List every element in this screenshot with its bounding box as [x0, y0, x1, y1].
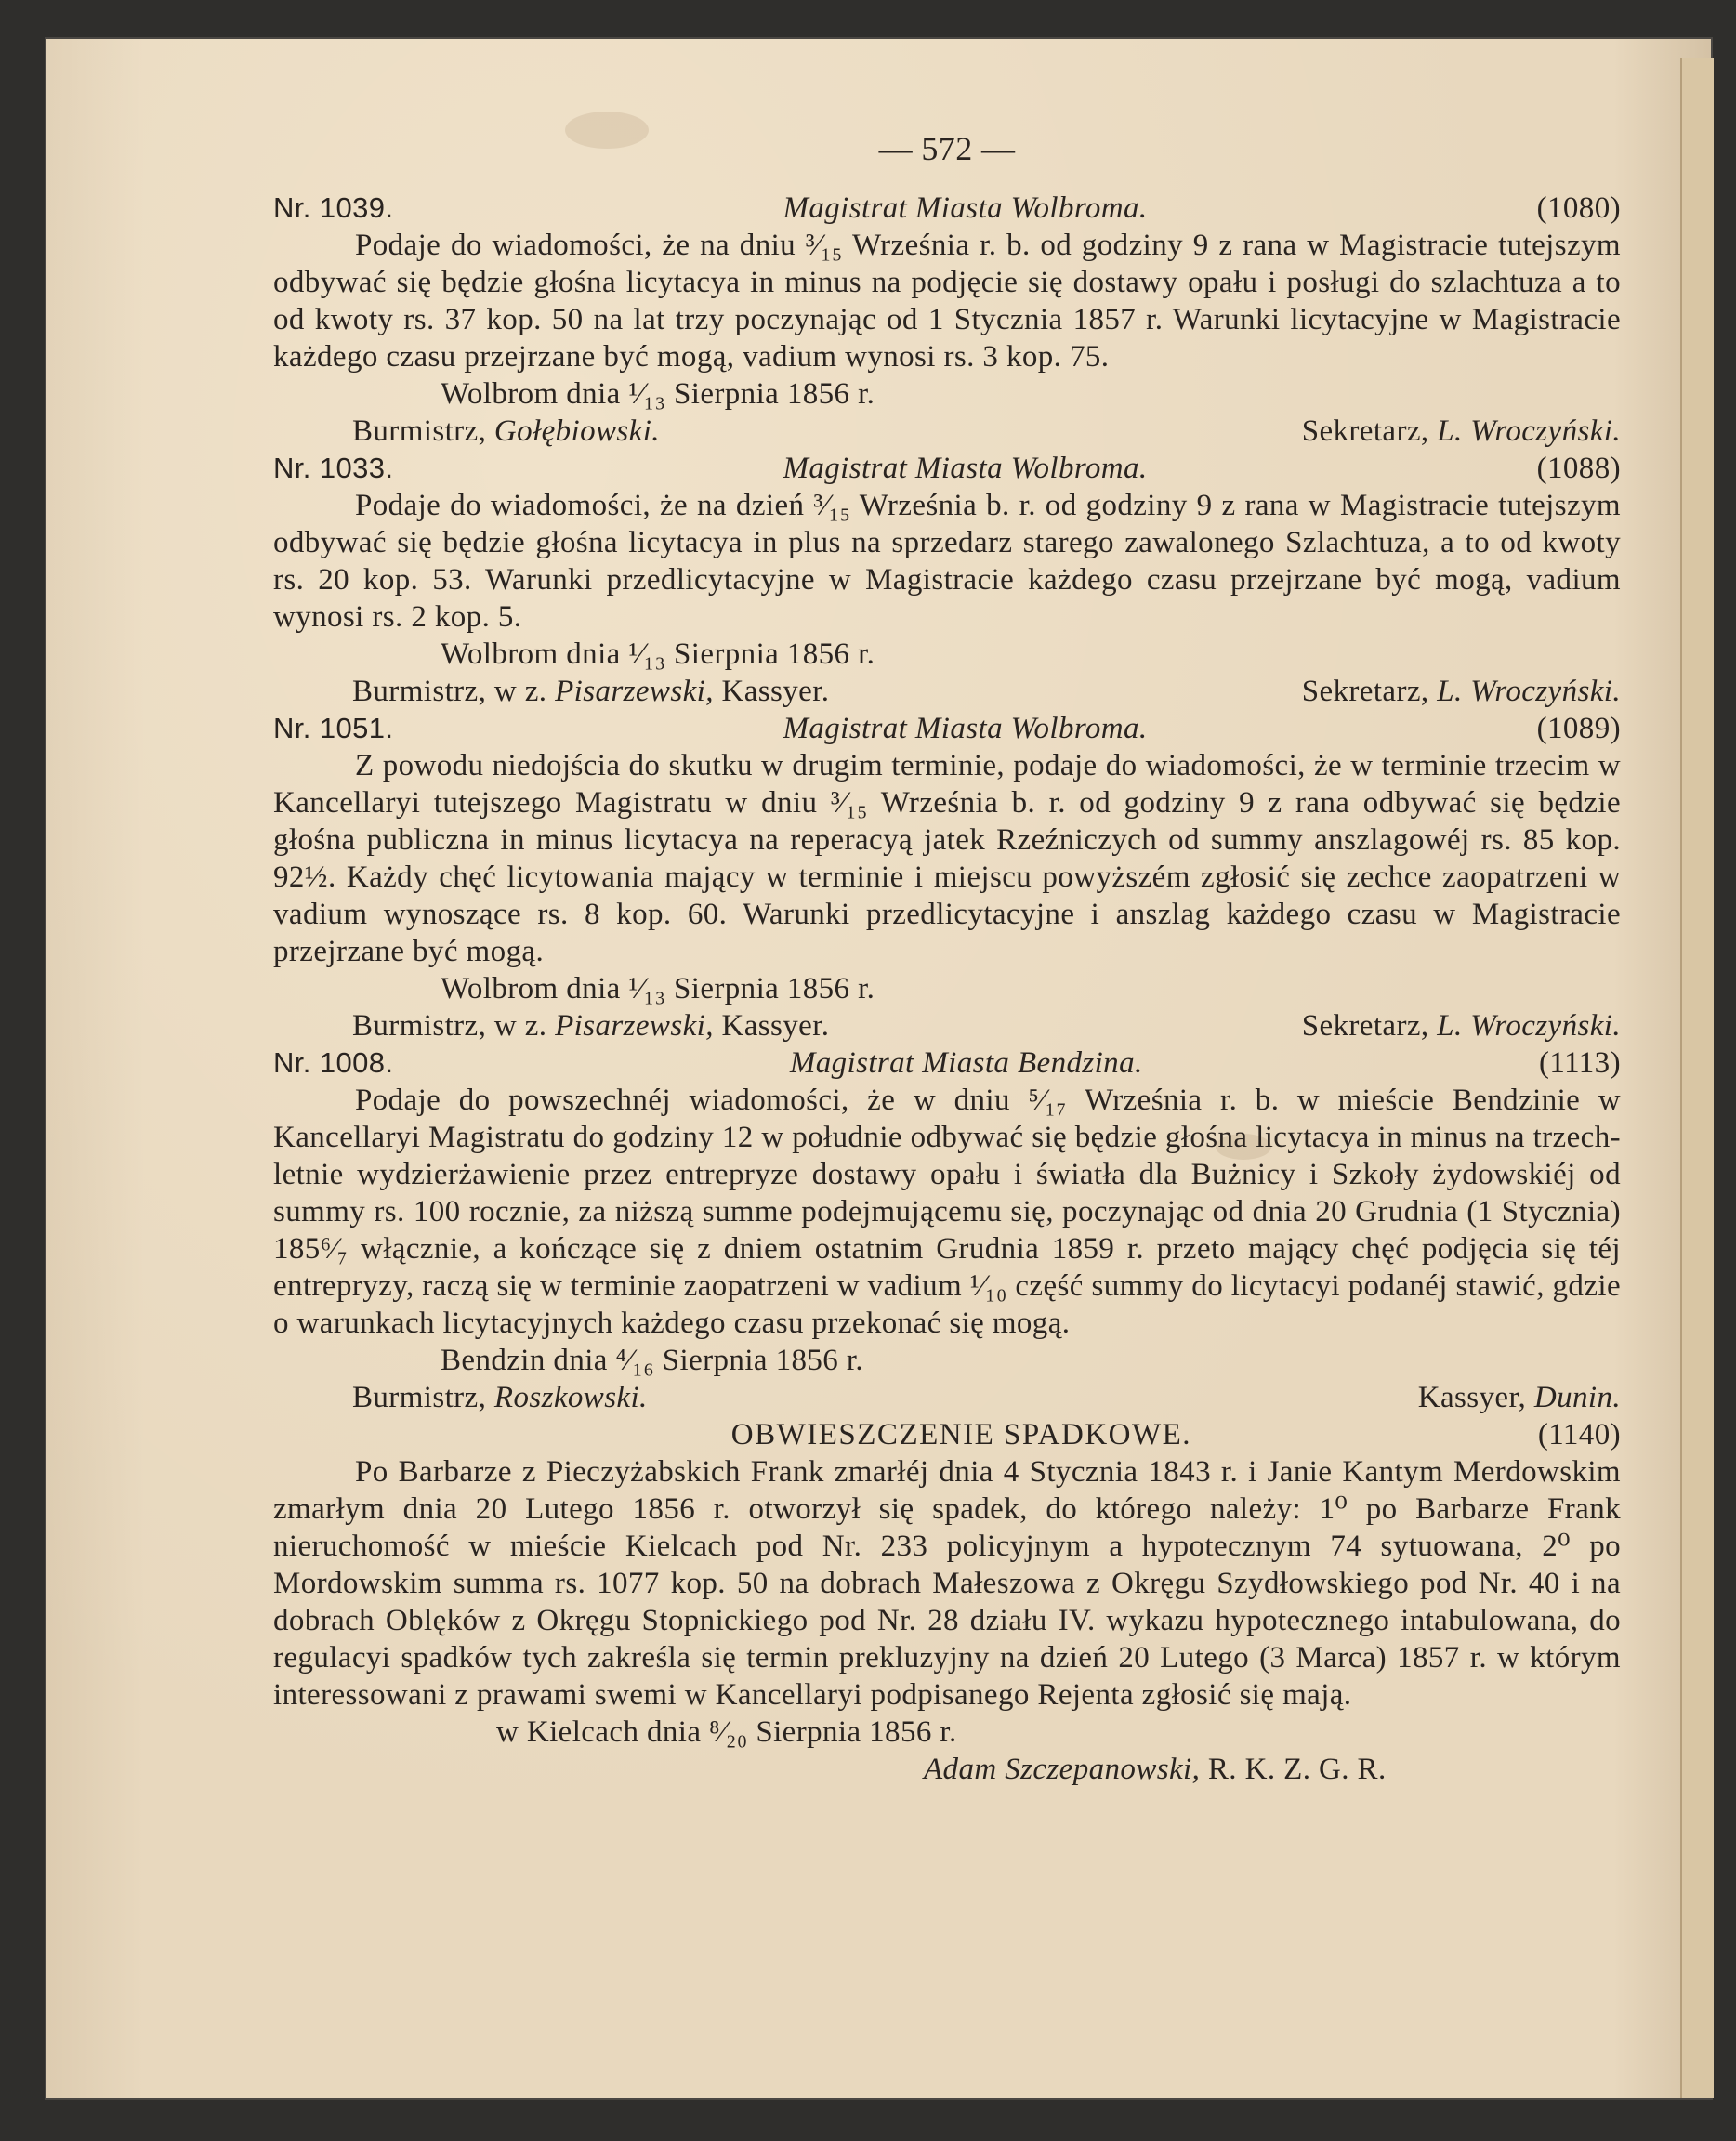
signature-right [1302, 673, 1621, 710]
notice-issuer: Magistrat Miasta Bendzina. [789, 1046, 1143, 1080]
inheritance-title: OBWIESZCZENIE SPADKOWE. [730, 1418, 1192, 1451]
signature-right [1418, 1379, 1621, 1416]
notice-1 [273, 190, 1621, 450]
signature-left-suffix: Kassyer. [713, 1009, 830, 1043]
notice-body: Z powodu niedojścia do skutku w drugim terminie, podaje do wiadomości, że w terminie trzecim w Kancellaryi tutejszego Magistratu w dniu ³⁄₁₅ Września b. r. od godziny 9 z rana odbywać się będzie głośna publiczna in minus licytacya na reperacyą jatek Rzeźniczych od summy anszlagowéj rs. 85 kop. 92½. Każdy chęć licytowania mający w terminie i miejscu powyższém zgłosić się zechce zaopatrzeni w vadium wynoszące rs. 8 kop. 60. Warunki przedlicytacyjne i anszlag każdego czasu w Magistracie przejrzane być mogą. [273, 749, 1621, 968]
signature-left [352, 1379, 648, 1416]
notice-signatures [273, 1379, 1621, 1416]
notice-3 [273, 710, 1621, 1044]
signature-left-label: Burmistrz, [352, 1381, 487, 1414]
signature-right-name: L. Wroczyński. [1437, 1009, 1621, 1043]
inheritance-date: w Kielcach dnia ⁸⁄₂₀ Sierpnia 1856 r. [496, 1715, 957, 1749]
notice-reference: (1088) [1536, 452, 1621, 485]
signature-right-label: Sekretarz, [1301, 1009, 1429, 1043]
notice-reference: (1080) [1536, 191, 1621, 225]
signature-right [1302, 413, 1621, 450]
notice-date: Bendzin dnia ⁴⁄₁₆ Sierpnia 1856 r. [441, 1344, 864, 1377]
notice-2 [273, 450, 1621, 710]
signature-left [352, 1007, 829, 1044]
notice-header [273, 1044, 1621, 1082]
signature-right-name: L. Wroczyński. [1437, 414, 1621, 448]
adjacent-page-edge [1680, 58, 1714, 2098]
signature-right-label: Sekretarz, [1301, 414, 1429, 448]
signature-left [352, 673, 829, 710]
signature-title: R. K. Z. G. R. [1200, 1753, 1387, 1786]
signature-right-label: Sekretarz, [1301, 675, 1429, 708]
signature-right [1302, 1007, 1621, 1044]
signature-left-label: Burmistrz, w z. [352, 675, 547, 708]
notice-date: Wolbrom dnia ¹⁄₁₃ Sierpnia 1856 r. [441, 377, 875, 411]
notice-issuer: Magistrat Miasta Wolbroma. [783, 452, 1148, 485]
notice-signatures [273, 673, 1621, 710]
page-number: — 572 — [878, 130, 1016, 167]
notice-header [273, 710, 1621, 747]
notice-4 [273, 1044, 1621, 1416]
notice-issuer: Magistrat Miasta Wolbroma. [783, 191, 1148, 225]
signature-left-label: Burmistrz, [352, 414, 487, 448]
inheritance-body: Po Barbarze z Pieczyżabskich Frank zmarłéj dnia 4 Stycznia 1843 r. i Janie Kantym Merdowskim zmarłym dnia 20 Lutego 1856 r. otworzył się spadek, do którego należy: 1⁰ po Barbarze Frank nieruchomość w mieście Kielcach pod Nr. 233 policyjnym a hypotecznym 74 sytuowana, 2⁰ po Mordowskim summa rs. 1077 kop. 50 na dobrach Małeszowa z Okręgu Szydłowskiego pod Nr. 40 i na dobrach Oblęków z Okręgu Stopnickiego pod Nr. 28 działu IV. wykazu hypotecznego intabulowana, do regulacyi spadków tych zakreśla się termin prekluzyjny na dzień 20 Lutego (3 Marca) 1857 r. w którym interessowani z prawami swemi w Kancellaryi podpisanego Rejenta zgłosić się mają. [273, 1455, 1621, 1712]
signature-left-name: Gołębiowski. [493, 414, 660, 448]
notice-date: Wolbrom dnia ¹⁄₁₃ Sierpnia 1856 r. [441, 637, 875, 671]
notice-number: Nr. 1008. [273, 1046, 394, 1079]
signature-left-label: Burmistrz, w z. [352, 1009, 547, 1043]
notice-signatures [273, 1007, 1621, 1044]
document-content [273, 130, 1621, 1788]
notice-date: Wolbrom dnia ¹⁄₁₃ Sierpnia 1856 r. [441, 972, 875, 1005]
notice-number: Nr. 1033. [273, 452, 394, 484]
signature-right-name: L. Wroczyński. [1437, 675, 1621, 708]
signature-left-suffix: Kassyer. [713, 675, 830, 708]
notice-number: Nr. 1051. [273, 712, 394, 744]
notice-signatures [273, 413, 1621, 450]
signature-right-name: Dunin. [1533, 1381, 1621, 1414]
notice-header [273, 190, 1621, 227]
notice-body: Podaje do wiadomości, że na dniu ³⁄₁₅ Września r. b. od godziny 9 z rana w Magistracie tutejszym odbywać się będzie głośna licytacya in minus na podjęcie się dostawy opału i posługi do szlachtuza a to od kwoty rs. 37 kop. 50 na lat trzy poczynając od 1 Stycznia 1857 r. Warunki licytacyjne w Magistracie każdego czasu przejrzane być mogą, vadium wynosi rs. 3 kop. 75. [273, 229, 1621, 374]
notice-reference: (1089) [1536, 712, 1621, 745]
signature-left-name: Pisarzewski, [555, 1009, 714, 1043]
notice-body: Podaje do powszechnéj wiadomości, że w dniu ⁵⁄₁₇ Września r. b. w mieście Bendzinie w Kancellaryi Magistratu do godziny 12 w południe odbywać się będzie głośna licytacya in minus na trzech-letnie wydzierżawienie przez entrepryze dostawy opału i światła dla Bużnicy i Szkoły żydowskiéj od summy rs. 100 rocznie, za niższą summe podejmującemu się, poczynając od dnia 20 Grudnia (1 Stycznia) 185⁶⁄₇ włącznie, a kończące się z dniem ostatnim Grudnia 1859 r. przeto mający chęć podjęcia się téj entrepryzy, raczą się w terminie zaopatrzeni w vadium ¹⁄₁₀ część summy do licytacyi podanéj stawić, gdzie o warunkach licytacyjnych każdego czasu przekonać się mogą. [273, 1084, 1621, 1340]
signature-left [352, 413, 660, 450]
signature-left-name: Pisarzewski, [555, 675, 714, 708]
notice-header [273, 450, 1621, 487]
notice-number: Nr. 1039. [273, 191, 394, 224]
signature-right-label: Kassyer, [1417, 1381, 1527, 1414]
signature-left-name: Roszkowski. [493, 1381, 648, 1414]
signature-name: Adam Szczepanowski, [924, 1753, 1201, 1786]
inheritance-signature [273, 1751, 1621, 1788]
notice-body: Podaje do wiadomości, że na dzień ³⁄₁₅ Września b. r. od godziny 9 z rana w Magistracie tutejszym odbywać się będzie głośna licytacya in plus na sprzedarz starego zawalonego Szlachtuza, a to od kwoty rs. 20 kop. 53. Warunki przedlicytacyjne w Magistracie każdego czasu przejrzane być mogą, vadium wynosi rs. 2 kop. 5. [273, 489, 1621, 634]
inheritance-header [273, 1416, 1621, 1453]
notice-reference: (1113) [1539, 1046, 1621, 1080]
notice-issuer: Magistrat Miasta Wolbroma. [783, 712, 1148, 745]
inheritance-reference: (1140) [1537, 1418, 1621, 1451]
inheritance-notice [273, 1416, 1621, 1788]
